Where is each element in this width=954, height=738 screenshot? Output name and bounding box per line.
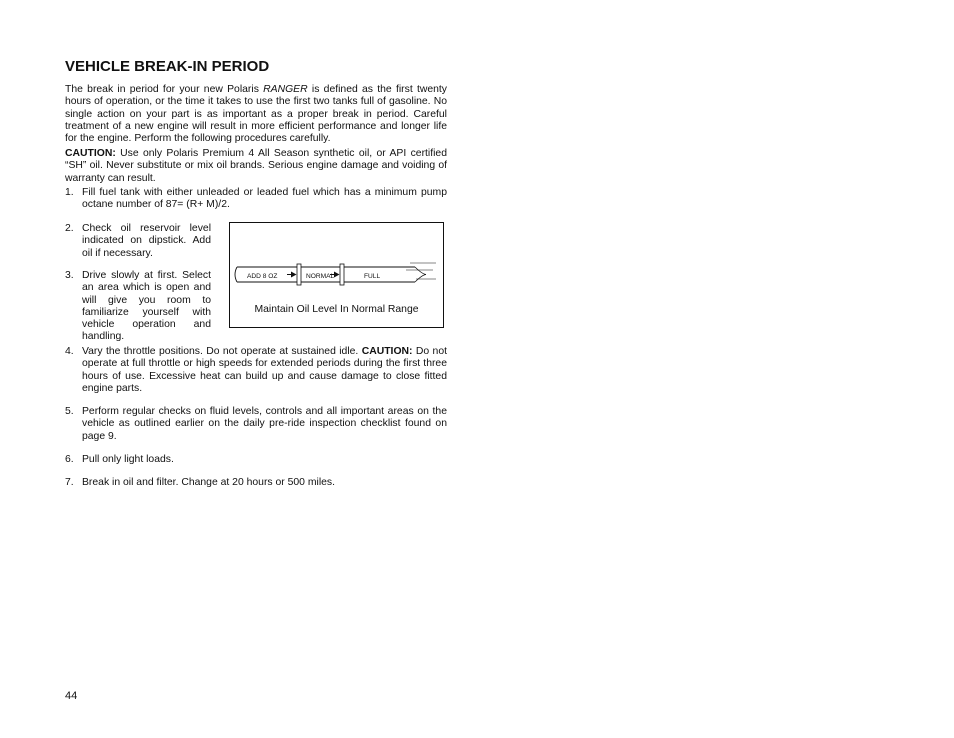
add-mark (297, 264, 301, 285)
step-number: 3. (65, 270, 74, 281)
intro-paragraph (65, 84, 447, 145)
page-number: 44 (65, 690, 78, 702)
step-1 (65, 187, 447, 212)
step-3 (65, 270, 211, 344)
step-number: 6. (65, 454, 74, 465)
step-text: Fill fuel tank with either unleaded or leaded fuel which has a minimum pump octane number of 87= (R+ M)/2. (82, 187, 447, 211)
intro-text-after: is defined as the first twenty hours of operation, or the time it takes to use the first two tanks full of gasoline. No single action on your part is as important as a proper break in period. Careful treatment of a new engine will result in more efficient performance and longer life for the engine. Perform the following procedures carefully. (65, 84, 447, 145)
step-text: Perform regular checks on fluid levels, controls and all important areas on the vehicle as outlined earlier on the daily pre-ride inspection checklist found on page 9. (82, 406, 447, 442)
step-number: 5. (65, 406, 74, 417)
figure-caption: Maintain Oil Level In Normal Range (254, 304, 419, 315)
step-number: 7. (65, 477, 74, 488)
step-text: Break in oil and filter. Change at 20 hours or 500 miles. (82, 477, 335, 488)
caution-label: CAUTION: (65, 148, 116, 159)
step-6 (65, 454, 447, 466)
full-mark (340, 264, 344, 285)
step-5 (65, 406, 447, 443)
caution-paragraph (65, 148, 447, 185)
step-text: Pull only light loads. (82, 454, 174, 465)
caution-text: Use only Polaris Premium 4 All Season synthetic oil, or API certified “SH” oil. Never substitute or mix oil brands. Serious engine damage and voiding of warranty can result. (65, 148, 447, 184)
step-text: Check oil reservoir level indicated on dipstick. Add oil if necessary. (82, 223, 211, 259)
intro-text-before: The break in period for your new Polaris (65, 84, 264, 95)
full-label: FULL (364, 273, 381, 280)
step-text-before: Vary the throttle positions. Do not operate at sustained idle. (82, 346, 362, 357)
step-number: 2. (65, 223, 74, 234)
step-text-after: Do not operate at full throttle or high speeds for extended periods during the first three hours of use. Excessive heat can build up and cause damage to close fitted engine parts. (82, 346, 447, 394)
add-label: ADD 8 OZ (247, 273, 278, 280)
step-text (82, 346, 447, 395)
dipstick-illustration (230, 223, 443, 303)
step-text: Drive slowly at first. Select an area which is open and will give you room to familiarize yourself with vehicle operation and handling. (82, 270, 211, 343)
step-number: 4. (65, 346, 74, 357)
normal-label: NORMAL (306, 273, 335, 280)
dipstick-figure (229, 222, 444, 328)
caution-label: CAUTION: (361, 346, 413, 357)
step-number: 1. (65, 187, 74, 198)
section-title: VEHICLE BREAK-IN PERIOD (65, 58, 270, 75)
step-2 (65, 223, 211, 260)
step-4 (65, 346, 447, 395)
model-name: RANGER (263, 84, 308, 95)
step-7 (65, 477, 447, 489)
